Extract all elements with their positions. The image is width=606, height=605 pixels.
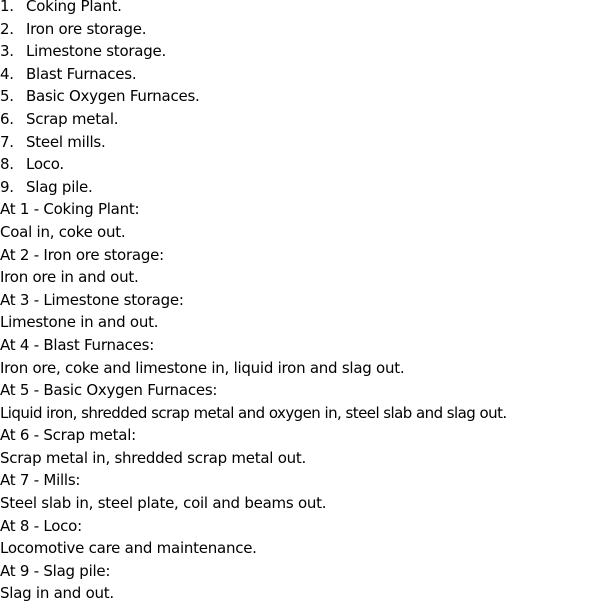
list-text: Scrap metal. [26,109,119,128]
detail-heading-3: At 3 - Limestone storage: [0,290,184,309]
list-item-5 [0,85,606,108]
list-item-2 [0,18,606,41]
detail-heading-8: At 8 - Loco: [0,516,82,535]
detail-body-6: Scrap metal in, shredded scrap metal out. [0,448,307,467]
list-number: 1. [0,0,14,15]
list-item-6 [0,108,606,131]
detail-heading-1: At 1 - Coking Plant: [0,200,140,219]
list-text: Loco. [26,155,64,174]
list-text: Blast Furnaces. [26,64,137,83]
list-text: Basic Oxygen Furnaces. [26,87,200,106]
detail-body-5: Liquid iron, shredded scrap metal and oxygen in, steel slab and slag out. [0,403,507,422]
detail-body-1: Coal in, coke out. [0,222,126,241]
list-item-8 [0,153,606,176]
list-text: Steel mills. [26,132,106,151]
list-number: 7. [0,132,14,151]
detail-heading-4: At 4 - Blast Furnaces: [0,335,155,354]
detail-body-2: Iron ore in and out. [0,268,139,287]
detail-body-9: Slag in and out. [0,584,114,603]
detail-heading-9: At 9 - Slag pile: [0,561,111,580]
detail-heading-7: At 7 - Mills: [0,471,81,490]
list-item-4 [0,63,606,86]
list-number: 3. [0,42,14,61]
detail-body-4: Iron ore, coke and limestone in, liquid iron and slag out. [0,358,405,377]
list-item-9 [0,176,606,199]
list-item-1 [0,0,606,18]
list-number: 5. [0,87,14,106]
detail-heading-5: At 5 - Basic Oxygen Furnaces: [0,381,218,400]
detail-heading-6: At 6 - Scrap metal: [0,426,136,445]
list-number: 9. [0,177,14,196]
list-number: 8. [0,155,14,174]
list-number: 4. [0,64,14,83]
list-item-7 [0,131,606,154]
detail-body-7: Steel slab in, steel plate, coil and beams out. [0,494,327,513]
list-text: Limestone storage. [26,42,166,61]
list-text: Slag pile. [26,177,93,196]
list-item-3 [0,40,606,63]
list-text: Coking Plant. [26,0,122,15]
list-text: Iron ore storage. [26,19,147,38]
detail-heading-2: At 2 - Iron ore storage: [0,245,164,264]
detail-body-3: Limestone in and out. [0,313,159,332]
list-number: 6. [0,109,14,128]
list-number: 2. [0,19,14,38]
detail-body-8: Locomotive care and maintenance. [0,539,257,558]
